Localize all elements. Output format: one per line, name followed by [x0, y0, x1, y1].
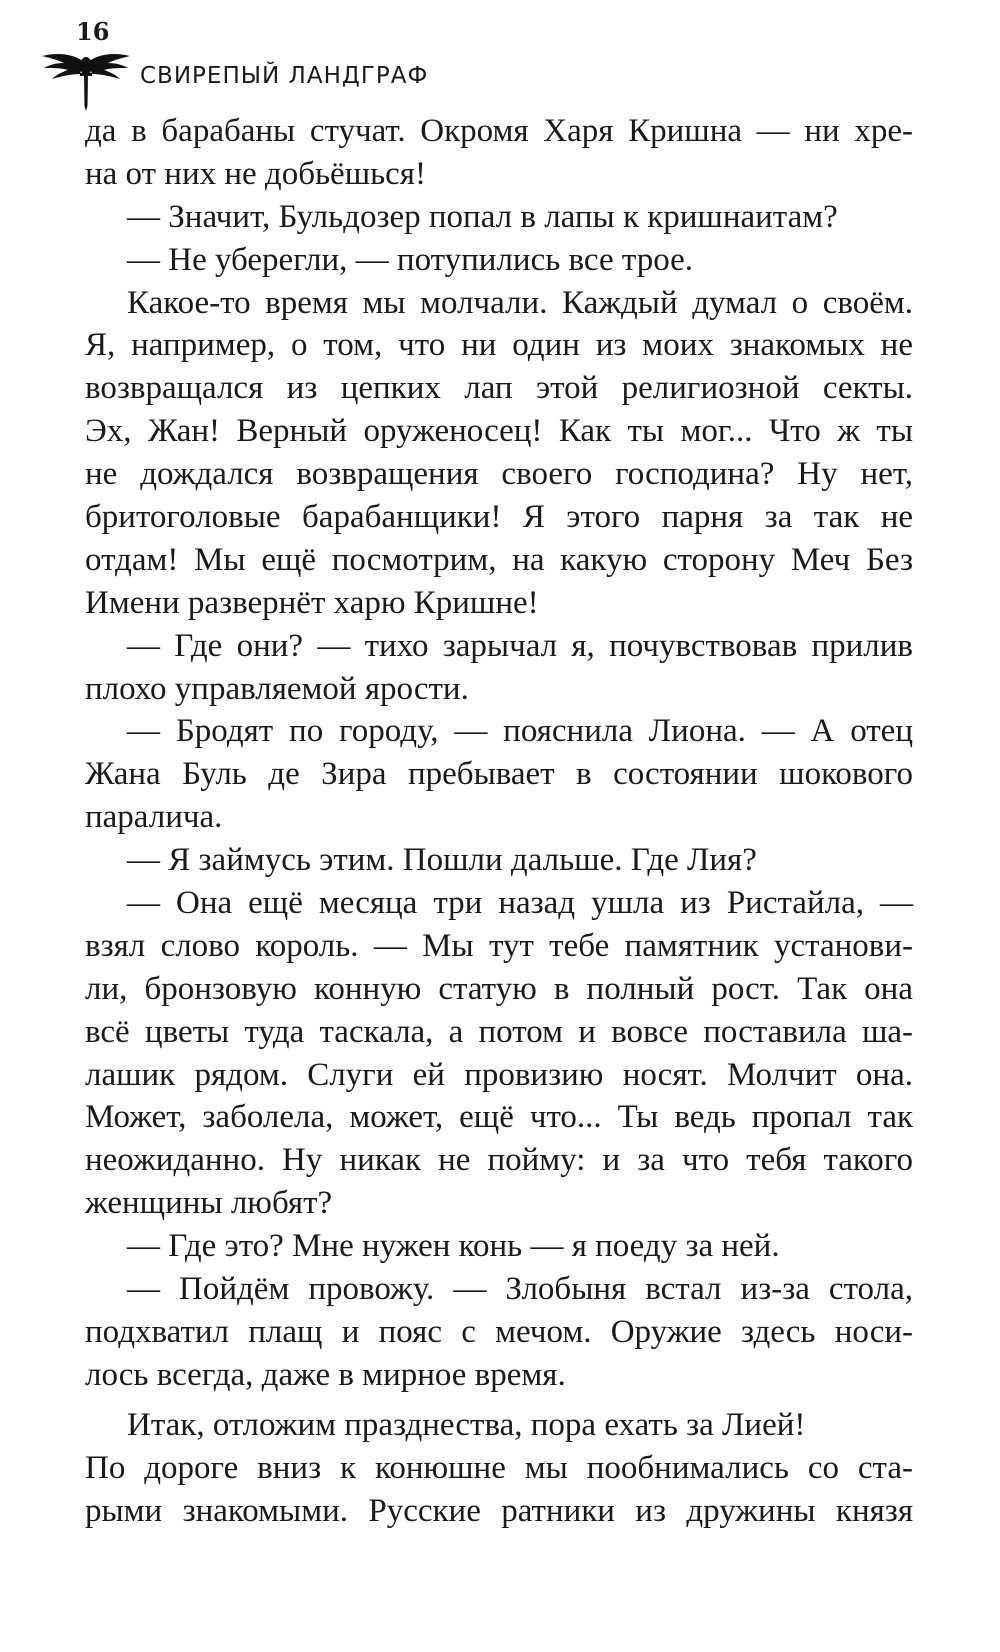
text-line: Я, например, о том, что ни один из моих знакомых не — [85, 327, 913, 364]
text-line: Жана Буль де Зира пребывает в состоянии шокового — [85, 756, 913, 793]
text-line: — Не уберегли, — потупились все трое. — [127, 241, 693, 278]
text-line: ли, бронзовую конную статую в полный рост. Так она — [85, 970, 913, 1007]
text-line: — Пойдём провожу. — Злобыня встал из-за стола, — [127, 1271, 913, 1308]
page-header — [40, 18, 460, 108]
text-line: — Бродят по городу, — пояснила Лиона. — А отец — [127, 713, 913, 750]
running-title: СВИРЕПЫЙ ЛАНДГРАФ — [140, 63, 429, 89]
text-line: — Значит, Бульдозер попал в лапы к кришнаитам? — [127, 198, 838, 235]
page-number: 16 — [76, 17, 110, 46]
text-line: — Где они? — тихо зарычал я, почувствовав прилив — [127, 627, 913, 664]
text-line: Итак, отложим празднества, пора ехать за Лией! — [127, 1406, 806, 1443]
text-line: рыми знакомыми. Русские ратники из дружины князя — [85, 1492, 913, 1529]
text-line: бритоголовые барабанщики! Я этого парня за так не — [85, 499, 913, 536]
text-line: не дождался возвращения своего господина? Ну нет, — [85, 456, 913, 493]
text-line: плохо управляемой ярости. — [85, 670, 469, 707]
text-line: — Где это? Мне нужен конь — я поеду за ней. — [127, 1228, 780, 1265]
text-line: женщины любят? — [85, 1185, 333, 1222]
text-line: на от них не добьёшься! — [85, 155, 426, 192]
text-line: взял слово король. — Мы тут тебе памятник установи- — [85, 927, 913, 964]
text-line: да в барабаны стучат. Окромя Харя Кришна — ни хре- — [85, 113, 913, 149]
text-line: отдам! Мы ещё посмотрим, на какую сторону Меч Без — [85, 541, 913, 578]
text-line: Может, заболела, может, ещё что... Ты ведь пропал так — [85, 1099, 913, 1136]
text-line: Какое-то время мы молчали. Каждый думал о своём. — [127, 284, 913, 321]
text-line: — Я займусь этим. Пошли дальше. Где Лия? — [127, 842, 757, 879]
winged-sword-icon — [40, 42, 132, 112]
text-line: Имени развернёт харю Кришне! — [85, 584, 539, 621]
text-line: подхватил плащ и пояс с мечом. Оружие здесь носи- — [85, 1313, 913, 1350]
text-line: лось всегда, даже в мирное время. — [85, 1356, 566, 1393]
text-line: всё цветы туда таскала, а потом и вовсе поставила ша- — [85, 1013, 913, 1050]
body-text — [85, 110, 913, 1532]
text-line: лашик рядом. Слуги ей провизию носят. Молчит она. — [85, 1056, 913, 1093]
text-line: неожиданно. Ну никак не пойму: и за что тебя такого — [85, 1142, 913, 1179]
text-line: По дороге вниз к конюшне мы пообнимались со ста- — [85, 1449, 913, 1486]
text-line: паралича. — [85, 799, 223, 836]
text-line: возвращался из цепких лап этой религиозной секты. — [85, 370, 913, 407]
text-line: — Она ещё месяца три назад ушла из Ристайла, — — [127, 885, 913, 922]
text-line: Эх, Жан! Верный оруженосец! Как ты мог... Что ж ты — [85, 413, 913, 450]
